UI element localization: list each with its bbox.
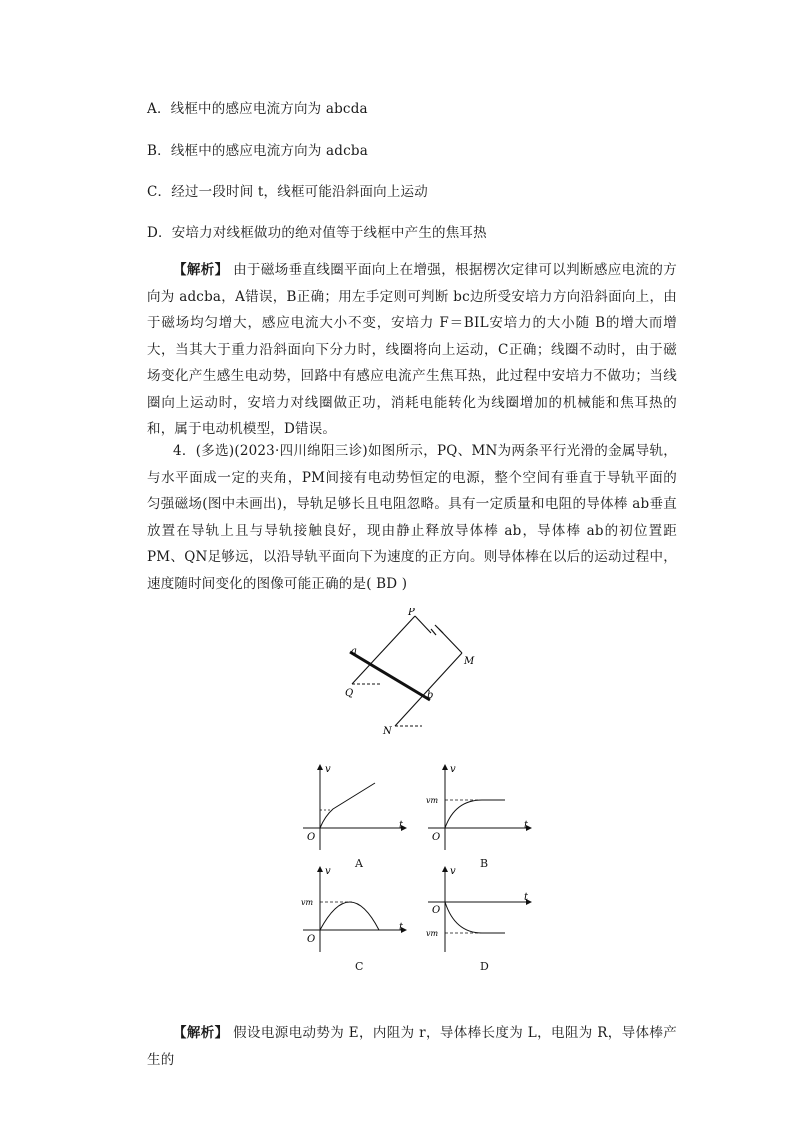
graph-a-v: v (325, 764, 331, 775)
label-n: N (383, 726, 392, 737)
graph-c-caption: C (355, 960, 364, 973)
option-b: B．线框中的感应电流方向为 adcba (147, 143, 368, 159)
graph-d-caption: D (480, 960, 490, 973)
label-m: M (464, 656, 475, 667)
graph-a-origin: O (307, 832, 316, 843)
graph-b-v: v (450, 764, 456, 775)
graph-c-t: t (399, 922, 404, 933)
graph-d-vm: vm (426, 929, 439, 938)
graph-b-vm: vm (426, 796, 439, 805)
graph-a-caption: A (355, 857, 364, 870)
rail-circuit-diagram (330, 608, 480, 738)
graph-d-v: v (450, 866, 456, 877)
graph-a-t: t (399, 820, 404, 831)
option-a: A．线框中的感应电流方向为 abcda (147, 101, 368, 117)
graph-b-caption: B (480, 857, 489, 870)
option-c: C．经过一段时间 t，线框可能沿斜面向上运动 (147, 184, 428, 200)
graph-c (295, 862, 410, 960)
graph-b-t: t (524, 820, 529, 831)
label-a: a (351, 646, 357, 657)
graph-c-origin: O (307, 934, 316, 945)
question-4-text: 4．(多选)(2023·四川绵阳三诊)如图所示，PQ、MN为两条平行光滑的金属导轨，与水平面成一定的夹角，PM间接有电动势恒定的电源，整个空间有垂直于导轨平面的匀强磁场(图中未画出)，导轨足够长且电阻忽略。具有一定质量和电阻的导体棒 ab垂直放置在导轨上且与导轨接触良好，现由静止释放导体棒 ab，导体棒 ab的初位置距 PM、QN足够远，以沿导轨平面向下为速度的正方向。则导体棒在以后的运动过程中，速度随时间变化的图像可能正确的是( BD ) (147, 443, 677, 592)
label-b: b (427, 690, 434, 701)
analysis-tag-2: 【解析】 (173, 1025, 229, 1041)
analysis-paragraph-2 (147, 1020, 677, 1073)
graph-a (295, 760, 410, 858)
graph-b-origin: O (432, 832, 441, 843)
label-q: Q (345, 688, 354, 699)
graph-d-t: t (524, 892, 529, 903)
option-d: D．安培力对线框做功的绝对值等于线框中产生的焦耳热 (147, 225, 487, 241)
graph-c-v: v (325, 866, 331, 877)
analysis-text-2: 假设电源电动势为 E，内阻为 r，导体棒长度为 L，电阻为 R，导体棒产生的 (147, 1025, 677, 1068)
graph-b (420, 760, 535, 858)
graph-d-origin: O (432, 905, 441, 916)
graph-d (420, 862, 535, 960)
graph-c-vm: vm (301, 898, 314, 907)
analysis-text: 由于磁场垂直线圈平面向上在增强，根据楞次定律可以判断感应电流的方向为 adcba，A错误，B正确；用左手定则可判断 bc边所受安培力方向沿斜面向上，由于磁场均匀增大，感应电流大小不变，安培力 F＝BIL安培力的大小随 B的增大而增大，当其大于重力沿斜面向下分力时，线圈将向上运动，C正确；线圈不动时，由于磁场变化产生感生电动势，回路中有感应电流产生焦耳热，此过程中安培力不做功；当线圈向上运动时，安培力对线圈做正功，消耗电能转化为线圈增加的机械能和焦耳热的和，属于电动机模型，D错误。 (147, 262, 677, 437)
label-p: P (408, 608, 415, 618)
analysis-paragraph-1 (147, 257, 677, 443)
analysis-tag: 【解析】 (173, 262, 229, 278)
